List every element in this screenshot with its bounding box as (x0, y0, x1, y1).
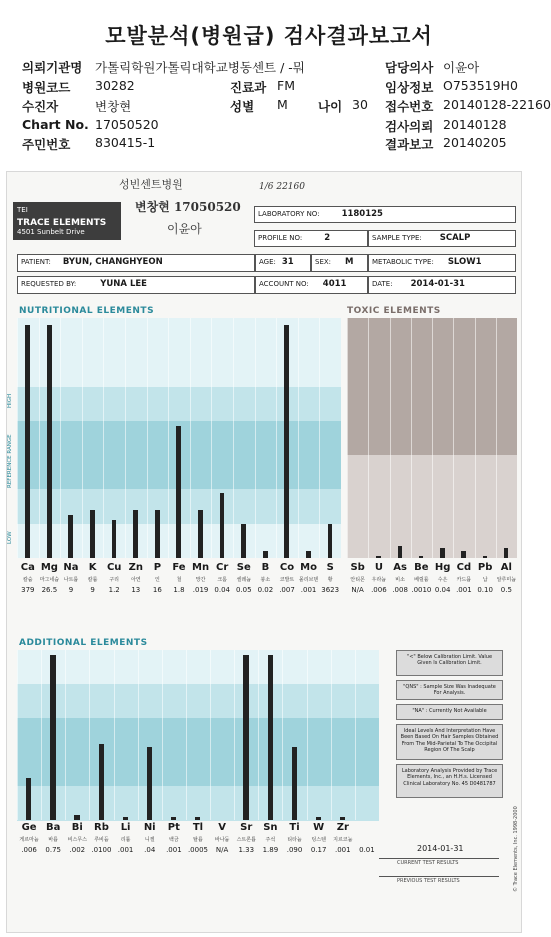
element-bar (340, 817, 345, 820)
requested-label: REQUESTED BY: (21, 280, 77, 288)
element-value: .008 (392, 586, 408, 594)
header-left-value: 30282 (95, 78, 135, 93)
element-bar (461, 551, 466, 558)
element-korean-name: 스트론튬 (236, 837, 256, 843)
element-symbol: Fe (172, 562, 186, 573)
sample-type-box (368, 230, 516, 247)
element-value: 1.89 (262, 846, 279, 854)
element-value: .0005 (187, 846, 208, 854)
metabolic-label: METABOLIC TYPE: (372, 258, 434, 266)
element-symbol: Co (279, 562, 295, 573)
element-value: .001 (456, 586, 472, 594)
element-bar (376, 556, 381, 558)
element-value: 3623 (321, 586, 340, 594)
column-divider (65, 650, 66, 820)
element-bar (25, 325, 30, 558)
header-left-label: 주민번호 (22, 137, 71, 152)
element-korean-name: 칼슘 (22, 577, 33, 583)
side-high-label: HIGH (7, 393, 13, 408)
element-symbol: U (374, 562, 383, 573)
element-value: .002 (69, 846, 86, 854)
additional-chart (17, 650, 379, 820)
column-divider (331, 650, 332, 820)
element-korean-name: 비소 (395, 577, 405, 583)
element-symbol: Bi (71, 822, 83, 833)
sex-value: M (345, 257, 354, 267)
requested-box (17, 276, 255, 294)
element-bar (90, 510, 95, 558)
element-bar (195, 817, 200, 820)
element-value: 16 (152, 586, 162, 594)
previous-line (379, 876, 499, 877)
element-korean-name: 게르마늄 (19, 837, 39, 843)
element-korean-name: 니켈 (144, 837, 155, 843)
sex-box (311, 254, 368, 272)
header-left-value: 변창현 (95, 99, 132, 114)
element-bar (419, 556, 424, 558)
element-value: 1.33 (238, 846, 255, 854)
column-divider (355, 650, 356, 820)
patient-label: PATIENT: (21, 258, 51, 266)
header-right-label: 임상정보 (385, 80, 434, 95)
element-korean-name: 셀레늄 (236, 577, 252, 583)
header-right-label: 담당의사 (385, 60, 434, 75)
element-bar (147, 747, 152, 820)
element-bar (328, 524, 333, 558)
element-korean-name: 바륨 (48, 837, 59, 843)
date-label: DATE: (372, 280, 393, 288)
element-value: .001 (166, 846, 182, 854)
patient-value: BYUN, CHANGHYEON (62, 257, 163, 267)
range-band (17, 352, 341, 387)
hair-analysis-form (6, 171, 522, 933)
previous-results-label: PREVIOUS TEST RESULTS (397, 878, 460, 884)
side-low-label: LOW (7, 531, 13, 544)
range-band (17, 786, 379, 821)
column-divider (211, 318, 212, 558)
element-symbol: Cd (456, 562, 472, 573)
element-bar (68, 515, 73, 558)
element-value: 1.8 (173, 586, 185, 594)
element-value: 0.02 (257, 586, 274, 594)
element-bar (284, 325, 289, 558)
element-bar (99, 744, 104, 821)
element-bar (198, 510, 203, 558)
age-value: 31 (281, 257, 294, 267)
profile-no-box (254, 230, 368, 247)
element-bar (220, 493, 225, 558)
column-divider (17, 650, 18, 820)
column-divider (258, 650, 259, 820)
report-title: 모발분석(병원급) 검사결과보고서 (105, 24, 433, 48)
stamp-hospital: 성빈센트병원 (119, 178, 183, 191)
element-bar (440, 548, 445, 558)
element-korean-name: 안티몬 (350, 577, 365, 583)
header-right-label: 검사의뢰 (385, 119, 434, 134)
profile-no-value: 2 (324, 233, 331, 243)
profile-no-label: PROFILE NO: (258, 234, 303, 242)
element-korean-name: 철 (176, 577, 182, 583)
element-value: 0.04 (214, 586, 230, 594)
element-symbol: Pb (477, 562, 493, 573)
date-box (368, 276, 516, 294)
element-symbol: Cu (106, 562, 122, 573)
element-value: 9 (68, 586, 74, 594)
sample-type-label: SAMPLE TYPE: (372, 234, 422, 242)
element-korean-name: 바나듐 (214, 837, 230, 843)
column-divider (411, 318, 412, 558)
element-korean-name: 망간 (195, 577, 206, 583)
age-label: AGE: (259, 258, 276, 266)
element-korean-name: 코발트 (279, 577, 295, 583)
element-symbol: Na (63, 562, 79, 573)
element-bar (176, 426, 181, 558)
column-divider (307, 650, 308, 820)
element-value: .001 (300, 586, 317, 594)
element-bar (316, 817, 321, 820)
element-korean-name: 크롬 (217, 577, 228, 583)
element-symbol: B (261, 562, 270, 573)
element-korean-name: 리튬 (120, 837, 131, 843)
element-korean-name: 백금 (169, 837, 179, 843)
element-symbol: Sr (240, 822, 253, 833)
stamp-doctor: 이윤아 (167, 222, 202, 236)
element-symbol: Be (414, 562, 429, 573)
logo-name: TRACE ELEMENTS (17, 218, 107, 228)
element-value: .001 (117, 846, 134, 854)
element-symbol: Pt (167, 822, 180, 833)
element-symbol: Rb (94, 822, 109, 833)
element-value: .007 (279, 586, 295, 594)
element-symbol: Li (120, 822, 131, 833)
note-below-limit: "<" Below Calibration Limit. Value Given Is Calibration Limit. (396, 650, 503, 676)
element-bar (504, 548, 509, 558)
header-mid-label: 성별 (230, 99, 255, 114)
element-bar (292, 747, 297, 820)
logo-brand: TEI (17, 206, 28, 214)
column-divider (233, 318, 234, 558)
element-symbol: Mo (300, 562, 317, 573)
additional-title: ADDITIONAL ELEMENTS (19, 638, 148, 648)
logo-address: 4501 Sunbelt Drive (17, 228, 85, 236)
element-symbol: Se (236, 562, 251, 573)
element-korean-name: 우라늄 (371, 577, 387, 583)
column-divider (298, 318, 299, 558)
column-divider (496, 318, 497, 558)
column-divider (347, 318, 348, 558)
element-bar (398, 546, 403, 558)
column-divider (190, 318, 191, 558)
element-korean-name: 나트륨 (63, 577, 79, 583)
metabolic-box (368, 254, 516, 272)
range-band (17, 650, 379, 685)
element-value: .001 (334, 846, 351, 854)
element-korean-name: 베릴륨 (414, 577, 429, 583)
header-left-label: 병원코드 (22, 80, 71, 95)
element-bar (263, 551, 268, 558)
column-divider (60, 318, 61, 558)
header-right-value: 20140128 (443, 117, 507, 132)
element-bar (123, 817, 128, 820)
range-band (17, 318, 341, 353)
column-divider (114, 650, 115, 820)
element-korean-name: 수은 (437, 577, 448, 583)
element-symbol: Al (500, 562, 512, 573)
current-line (379, 858, 499, 859)
element-bar (155, 510, 160, 558)
column-divider (276, 318, 277, 558)
element-value: N/A (215, 846, 229, 854)
copyright: © Trace Elements, Inc. 1998-2000 (513, 806, 519, 892)
account-box (255, 276, 368, 294)
element-value: .0010 (411, 586, 432, 594)
element-bar (306, 551, 311, 558)
element-symbol: Cr (216, 562, 229, 573)
element-korean-name: 마그네슘 (39, 577, 60, 583)
element-bar (171, 817, 176, 820)
element-korean-name: 아연 (130, 577, 141, 583)
column-divider (390, 318, 391, 558)
element-value: 0.5 (500, 586, 512, 594)
header-left-label: Chart No. (22, 117, 89, 132)
element-symbol: Hg (434, 562, 451, 573)
element-symbol: Mn (192, 562, 210, 573)
column-divider (210, 650, 211, 820)
element-korean-name: 인 (154, 577, 160, 583)
element-symbol: Ca (20, 562, 35, 573)
element-value: .090 (286, 846, 303, 854)
note-ideal-levels: Ideal Levels And Interpretation Have Been Based On Hair Samples Obtained From The Mid-Parietal To The Occipital Region Of The Scalp (396, 724, 503, 760)
lab-no-label: LABORATORY NO: (258, 210, 320, 218)
element-symbol: P (153, 562, 162, 573)
current-results-label: CURRENT TEST RESULTS (397, 860, 459, 866)
element-bar (241, 524, 246, 558)
element-value: 0.01 (359, 846, 375, 854)
column-divider (17, 318, 18, 558)
element-korean-name: 붕소 (260, 577, 271, 583)
column-divider (168, 318, 169, 558)
column-divider (475, 318, 476, 558)
column-divider (162, 650, 163, 820)
header-right-value: 20140205 (443, 135, 507, 150)
trace-elements-logo (13, 202, 121, 240)
element-value: 1.2 (108, 586, 120, 594)
column-divider (125, 318, 126, 558)
element-korean-name: 구리 (109, 577, 120, 583)
header-left-value: 830415-1 (95, 135, 156, 150)
element-korean-name: 지르코늄 (333, 837, 353, 843)
element-symbol: Sn (263, 822, 278, 833)
element-bar (483, 556, 488, 558)
element-value: .0100 (91, 846, 112, 854)
note-na: "NA" : Currently Not Available (396, 704, 503, 720)
header-mid-label: 진료과 (230, 80, 267, 95)
column-divider (138, 650, 139, 820)
column-divider (89, 650, 90, 820)
header-left-value: 17050520 (95, 117, 159, 132)
column-divider (255, 318, 256, 558)
header-left-value: 가톨릭학원가톨릭대학교병동센트 / -뭐 (95, 60, 305, 75)
nutritional-title: NUTRITIONAL ELEMENTS (19, 306, 155, 316)
element-bar (243, 655, 248, 820)
account-value: 4011 (322, 279, 347, 289)
range-band (17, 387, 341, 422)
current-date: 2014-01-31 (417, 844, 464, 853)
header-age-label: 나이 (318, 99, 343, 114)
element-value: .006 (371, 586, 387, 594)
element-bar (47, 325, 52, 558)
requested-value: YUNA LEE (100, 279, 147, 289)
toxic-chart (347, 318, 517, 558)
column-divider (432, 318, 433, 558)
column-divider (82, 318, 83, 558)
element-symbol: S (326, 562, 334, 573)
element-value: .006 (21, 846, 37, 854)
element-value: 0.10 (477, 586, 493, 594)
element-value: 0.17 (310, 846, 327, 854)
nutritional-chart (17, 318, 341, 558)
column-divider (282, 650, 283, 820)
element-symbol: Sb (350, 562, 365, 573)
element-value: 26.5 (41, 586, 58, 594)
element-korean-name: 몰리브덴 (298, 577, 319, 583)
column-divider (39, 318, 40, 558)
metabolic-value: SLOW1 (447, 257, 482, 267)
element-value: 13 (131, 586, 141, 594)
handwritten-note: 1/6 22160 (259, 182, 305, 192)
element-korean-name: 납 (482, 577, 488, 583)
element-korean-name: 텅스텐 (311, 837, 326, 843)
element-korean-name: 카드뮴 (456, 577, 472, 583)
sample-type-value: SCALP (439, 233, 471, 243)
element-symbol: Zr (336, 822, 349, 833)
age-box (255, 254, 311, 272)
element-symbol: Ti (289, 822, 300, 833)
element-symbol: Tl (192, 822, 204, 833)
range-band (17, 718, 379, 753)
patient-box (17, 254, 255, 272)
element-korean-name: 탈륨 (193, 837, 203, 843)
element-bar (112, 520, 117, 558)
column-divider (319, 318, 320, 558)
element-value: 0.05 (236, 586, 252, 594)
account-label: ACCOUNT NO: (259, 280, 309, 288)
side-ref-label: REFERENCE RANGE (7, 434, 13, 488)
column-divider (453, 318, 454, 558)
element-korean-name: 알루미늄 (496, 577, 517, 583)
date-value: 2014-01-31 (410, 279, 465, 289)
element-symbol: Ba (46, 822, 61, 833)
header-right-label: 접수번호 (385, 99, 434, 114)
element-korean-name: 황 (327, 577, 333, 583)
header-right-label: 결과보고 (385, 137, 434, 152)
element-symbol: Mg (40, 562, 58, 573)
element-value: 0.04 (434, 586, 451, 594)
element-symbol: As (393, 562, 407, 573)
toxic-title: TOXIC ELEMENTS (347, 306, 441, 316)
element-value: N/A (351, 586, 364, 594)
header-mid-value: FM (277, 78, 295, 93)
note-qns: "QNS" : Sample Size Was Inadequate For Analysis. (396, 680, 503, 700)
range-band (17, 684, 379, 719)
lab-no-value: 1180125 (341, 209, 383, 219)
element-bar (50, 655, 55, 820)
element-bar (268, 655, 273, 820)
note-laboratory: Laboratory Analysis Provided by Trace Elements, Inc., an H.H.s. Licensed Clinical Laboratory No. 45 D0481787 (396, 764, 503, 798)
element-value: .04 (144, 846, 156, 854)
column-divider (147, 318, 148, 558)
sex-label: SEX: (315, 258, 332, 266)
element-korean-name: 루비듐 (94, 837, 109, 843)
element-symbol: Zn (128, 562, 143, 573)
lab-no-box (254, 206, 516, 223)
element-korean-name: 칼륨 (87, 577, 98, 583)
header-mid-value: M (277, 97, 288, 112)
element-korean-name: 주석 (265, 837, 276, 843)
element-symbol: Ni (143, 822, 156, 833)
element-value: 0.75 (45, 846, 61, 854)
element-symbol: V (218, 822, 226, 833)
column-divider (41, 650, 42, 820)
column-divider (368, 318, 369, 558)
header-age-value: 30 (352, 97, 368, 112)
element-symbol: K (88, 562, 97, 573)
element-korean-name: 티타늄 (287, 837, 302, 843)
element-value: .019 (192, 586, 209, 594)
element-value: 9 (90, 586, 95, 594)
element-bar (133, 510, 138, 558)
column-divider (186, 650, 187, 820)
element-value: 379 (21, 586, 35, 594)
header-right-value: 이윤아 (443, 60, 480, 75)
element-bar (26, 778, 31, 821)
header-right-value: 20140128-22160 (443, 97, 551, 112)
element-bar (74, 815, 79, 820)
header-left-label: 의뢰기관명 (22, 60, 83, 75)
column-divider (234, 650, 235, 820)
element-symbol: W (313, 822, 325, 833)
stamp-patient: 변창현 17050520 (135, 200, 241, 214)
header-right-value: O753519H0 (443, 78, 518, 93)
element-symbol: Ge (21, 822, 37, 833)
element-korean-name: 비스무스 (67, 837, 87, 843)
header-left-label: 수진자 (22, 99, 59, 114)
column-divider (103, 318, 104, 558)
range-band (17, 752, 379, 787)
